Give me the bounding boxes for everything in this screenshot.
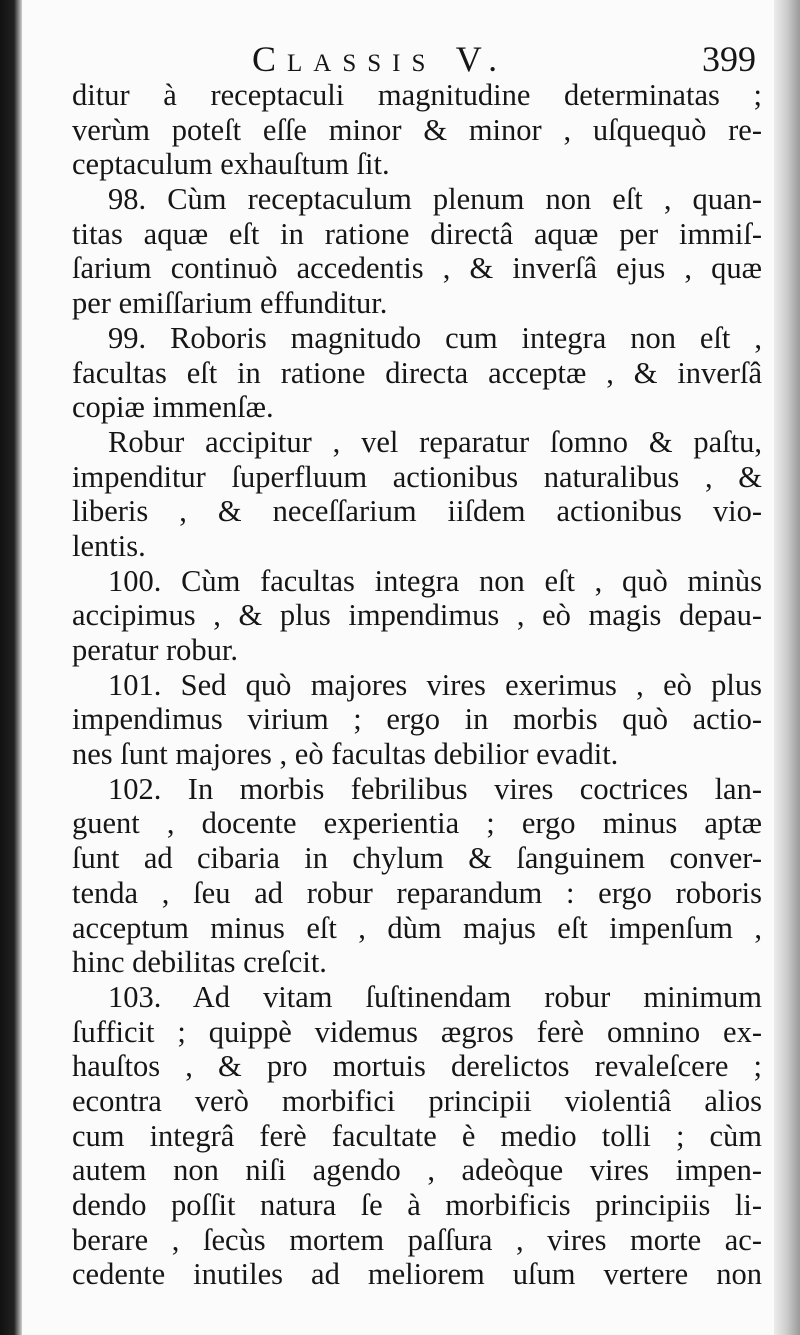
text-line: ſufficit ; quippè videmus ægros ferè omnino ex- (72, 1014, 762, 1049)
text-line: dendo poſſit natura ſe à morbificis principiis li- (72, 1188, 762, 1222)
text-line: ditur à receptaculi magnitudine determinatas ; (72, 78, 762, 112)
text-line: 98. Cùm receptaculum plenum non eſt , quan- (108, 182, 762, 217)
text-line: impenditur ſuperfluum actionibus naturalibus , & (72, 459, 762, 494)
text-line: cum integrâ ferè facultate è medio tolli ; cùm (72, 1118, 762, 1153)
text-line: verùm poteſt eſſe minor & minor , uſquequò re- (72, 112, 762, 147)
text-line: econtra verò morbifici principii violentiâ alios (72, 1083, 762, 1118)
text-line: ſunt ad cibaria in chylum & ſanguinem conver- (72, 841, 762, 876)
text-line: lentis. (72, 528, 146, 563)
text-line: guent , docente experientia ; ergo minus aptæ (72, 806, 762, 841)
text-line: berare , ſecùs mortem paſſura , vires morte ac- (72, 1222, 762, 1257)
text-line: 101. Sed quò majores vires exerimus , eò plus (108, 667, 762, 702)
text-line: liberis , & neceſſarium iiſdem actionibus vio- (72, 494, 762, 529)
text-line: acceptum minus eſt , dùm majus eſt impenſum , (72, 910, 762, 945)
text-line: 99. Roboris magnitudo cum integra non eſt , (108, 320, 762, 355)
text-line: per emiſſarium effunditur. (72, 286, 388, 321)
text-line: 103. Ad vitam ſuſtinendam robur minimum (108, 979, 762, 1014)
running-head: Classis V. (252, 39, 509, 79)
text-line: 100. Cùm facultas integra non eſt , quò minùs (108, 563, 762, 598)
text-line: hauſtos , & pro mortuis derelictos revaleſcere ; (72, 1049, 762, 1084)
text-line: hinc debilitas creſcit. (72, 945, 327, 980)
text-line: nes ſunt majores , eò facultas debilior evadit. (72, 737, 619, 772)
text-line: cedente inutiles ad meliorem uſum vertere non (72, 1257, 762, 1292)
page-number: 399 (702, 39, 756, 79)
body-text (72, 78, 762, 1292)
page-gutter-shadow (0, 0, 22, 1335)
text-line: Robur accipitur , vel reparatur ſomno & paſtu, (108, 424, 762, 459)
text-line: titas aquæ eſt in ratione directâ aquæ per immiſ- (72, 216, 762, 251)
text-line: accipimus , & plus impendimus , eò magis depau- (72, 598, 762, 633)
text-line: impendimus virium ; ergo in morbis quò actio- (72, 702, 762, 737)
text-line: ceptaculum exhauſtum ſit. (72, 147, 390, 182)
text-line: facultas eſt in ratione directa acceptæ , & inverſâ (72, 355, 762, 390)
text-line: copiæ immenſæ. (72, 390, 274, 425)
text-line: ſarium continuò accedentis , & inverſâ ejus , quæ (72, 251, 762, 286)
page-sheet (22, 0, 774, 1335)
text-line: 102. In morbis febrilibus vires coctrices lan- (108, 771, 762, 806)
page-edge-shadow (774, 0, 800, 1335)
text-line: peratur robur. (72, 633, 238, 667)
text-line: tenda , ſeu ad robur reparandum : ergo roboris (72, 875, 762, 910)
text-line: autem non niſi agendo , adeòque vires impen- (72, 1153, 762, 1188)
